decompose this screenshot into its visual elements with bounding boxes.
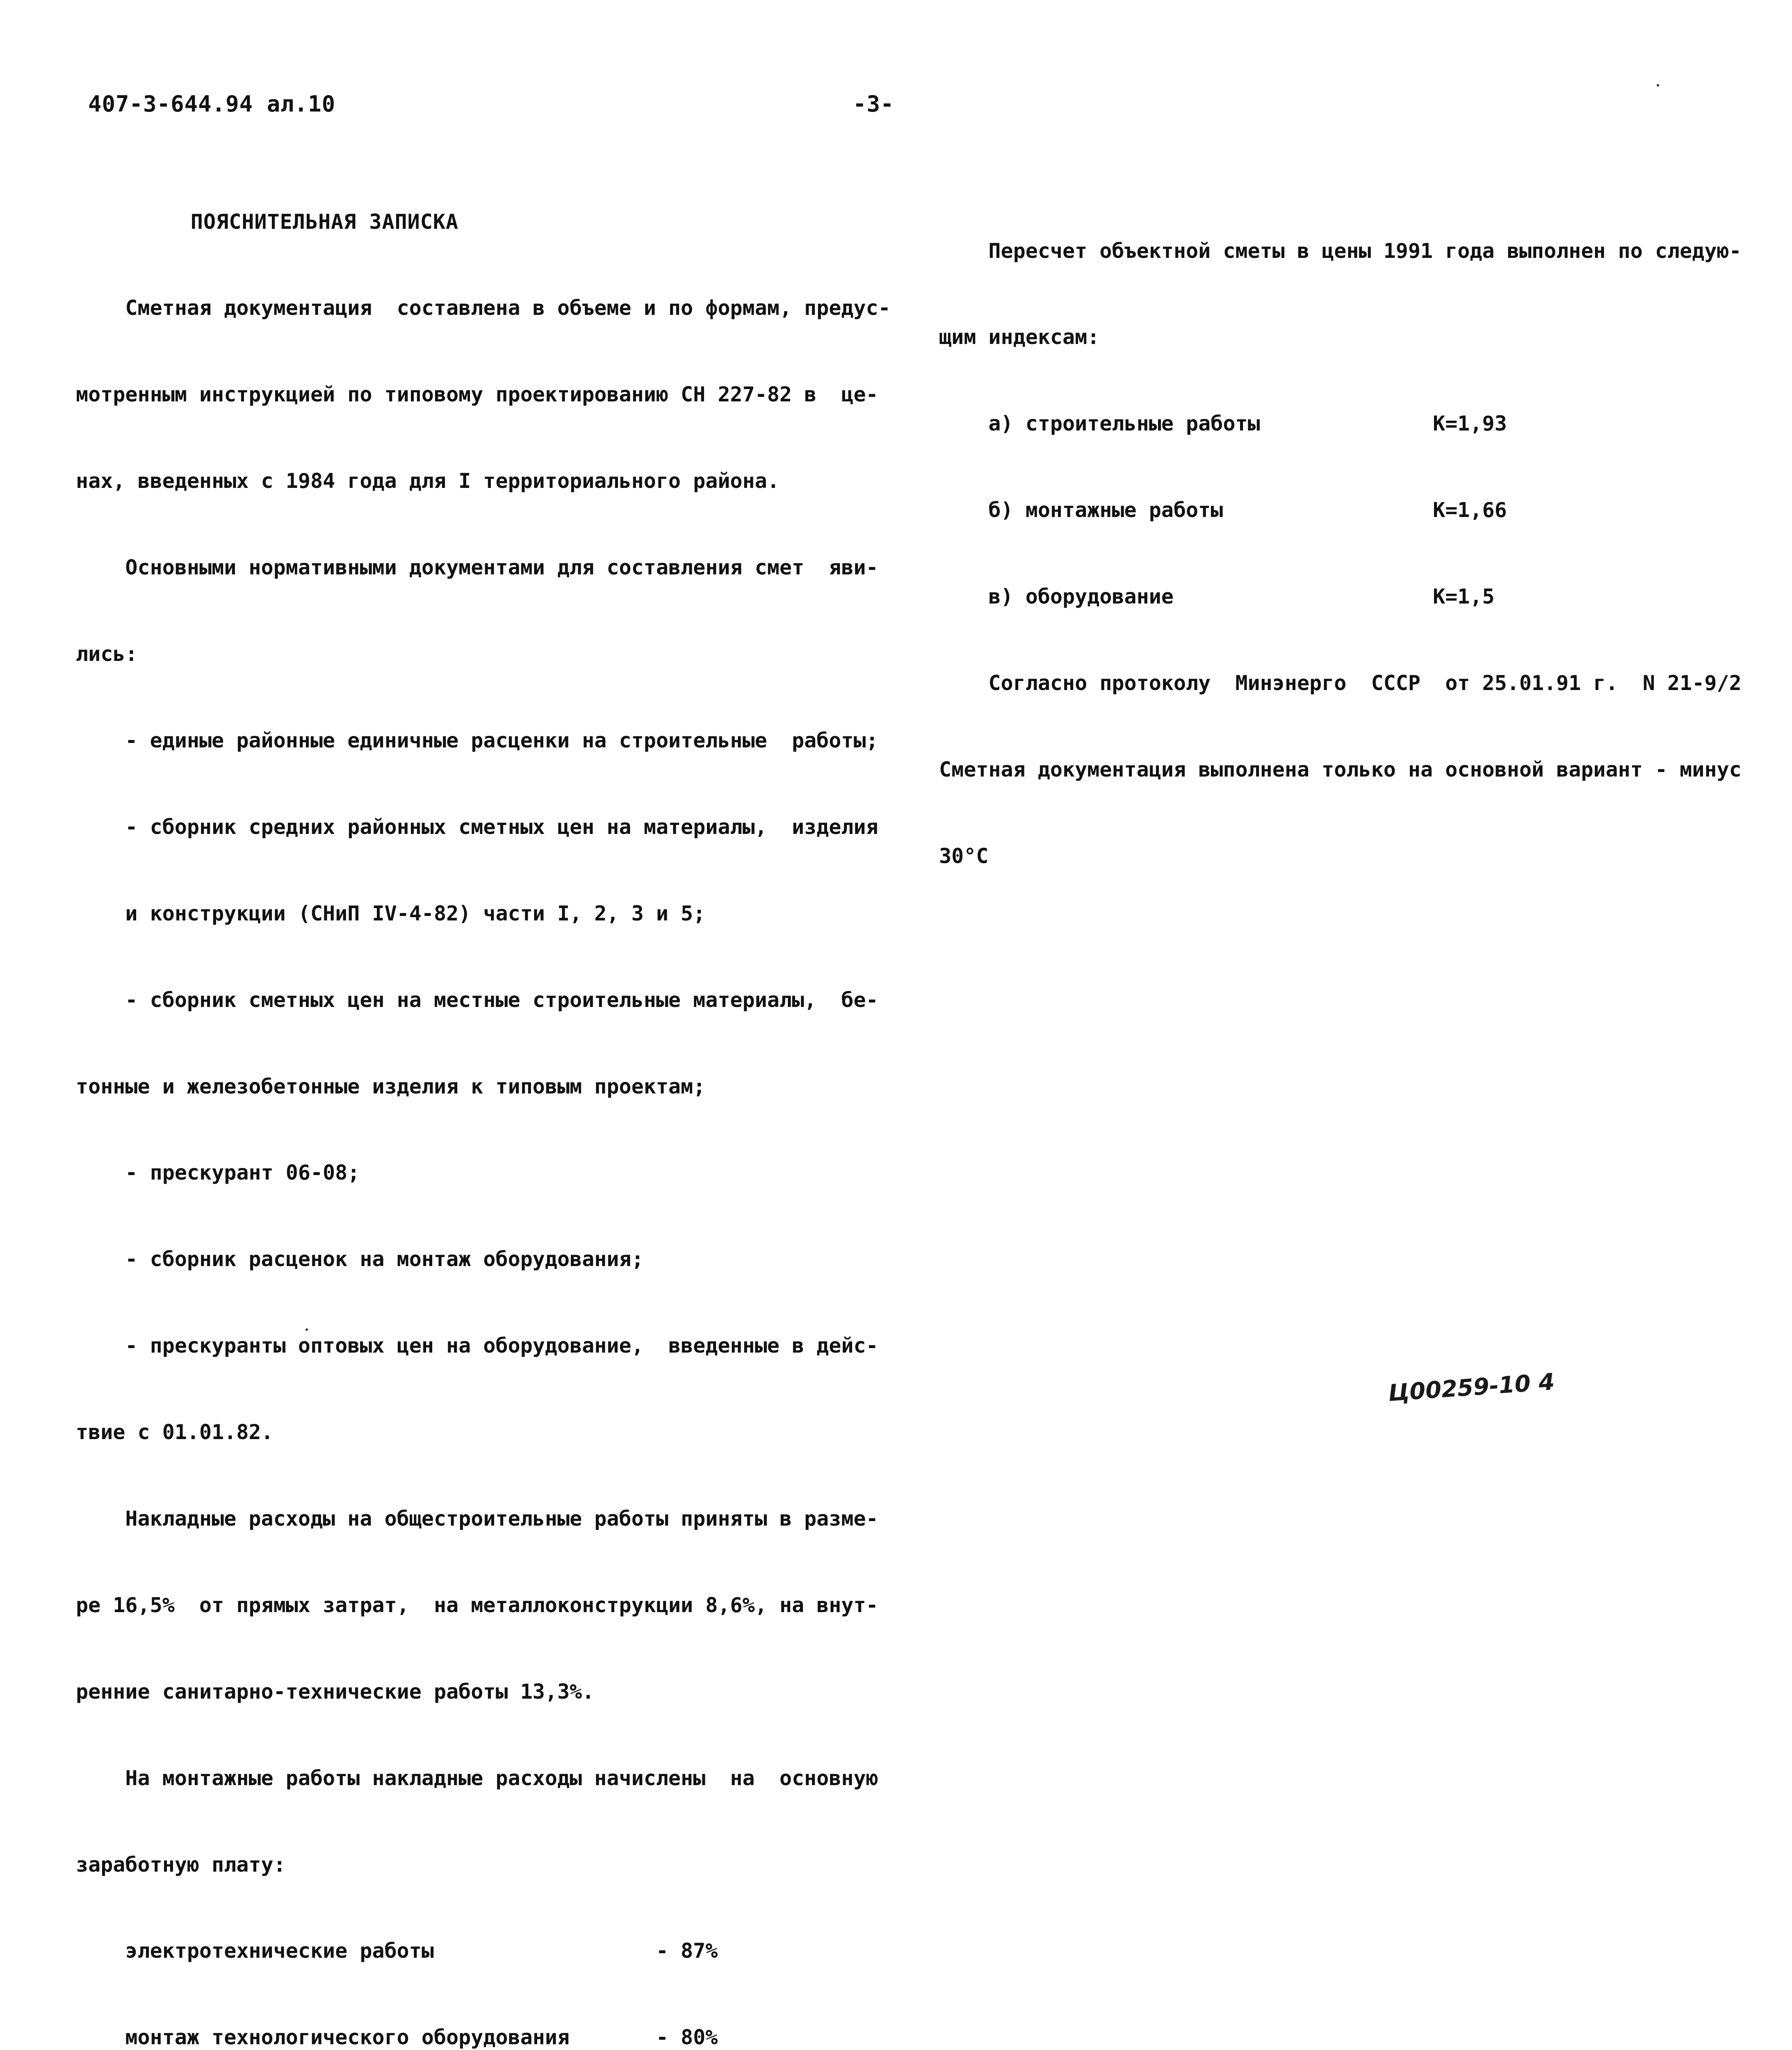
text-line: Пересчет объектной сметы в цены 1991 года выполнен по следую-: [939, 239, 1742, 263]
text-line: Сметная документация составлена в объеме и по формам, предус-: [76, 296, 891, 320]
text-line: - сборник расценок на монтаж оборудования;: [76, 1247, 644, 1271]
text-line: - сборник сметных цен на местные строительные материалы, бе-: [76, 988, 878, 1012]
right-column: [939, 179, 1755, 899]
text-line: - сборник средних районных сметных цен на материалы, изделия: [76, 815, 878, 839]
section-title: ПОЯСНИТЕЛЬНАЯ ЗАПИСКА: [76, 210, 459, 234]
text-line: щим индексам:: [939, 325, 1100, 349]
text-line: 30°С: [939, 844, 989, 868]
text-line: и конструкции (СНиП IV-4-82) части I, 2, 3 и 5;: [76, 901, 706, 925]
left-column: [76, 150, 892, 2050]
text-line: Основными нормативными документами для составления смет яви-: [76, 556, 878, 580]
text-line: электротехнические работы - 87%: [76, 1939, 718, 1963]
text-line: монтаж технологического оборудования - 80%: [76, 2025, 718, 2050]
text-line: мотренным инструкцией по типовому проектированию СН 227-82 в це-: [76, 383, 878, 407]
text-line: На монтажные работы накладные расходы начислены на основную: [76, 1766, 878, 1790]
text-line: твие с 01.01.82.: [76, 1420, 274, 1444]
text-line: ренние санитарно-технические работы 13,3%.: [76, 1679, 595, 1704]
text-line: а) строительные работы К=1,93: [939, 412, 1507, 436]
text-line: заработную плату:: [76, 1852, 286, 1877]
text-line: Сметная документация выполнена только на основной вариант - минус: [939, 757, 1742, 781]
text-line: - единые районные единичные расценки на строительные работы;: [76, 728, 878, 752]
text-line: в) оборудование К=1,5: [939, 585, 1495, 609]
scan-speck: [1657, 84, 1659, 87]
text-line: б) монтажные работы К=1,66: [939, 498, 1507, 522]
text-line: Согласно протоколу Минэнерго СССР от 25.01.91 г. N 21-9/2: [939, 671, 1742, 695]
text-line: тонные и железобетонные изделия к типовым проектам;: [76, 1074, 706, 1098]
text-line: нах, введенных с 1984 года для I территориального района.: [76, 469, 780, 493]
document-code: 407-3-644.94 ал.10: [88, 91, 336, 117]
text-line: ре 16,5% от прямых затрат, на металлоконструкции 8,6%, на внут-: [76, 1593, 878, 1617]
page-number: -3-: [853, 91, 894, 117]
archive-stamp: Ц00259-10 4: [1387, 1368, 1556, 1407]
text-line: - прескуранты оптовых цен на оборудование, введенные в дейс-: [76, 1334, 878, 1358]
scan-speck: [306, 1328, 308, 1331]
text-line: Накладные расходы на общестроительные работы приняты в разме-: [76, 1506, 878, 1531]
text-line: лись:: [76, 642, 138, 666]
text-line: - прескурант 06-08;: [76, 1161, 360, 1185]
